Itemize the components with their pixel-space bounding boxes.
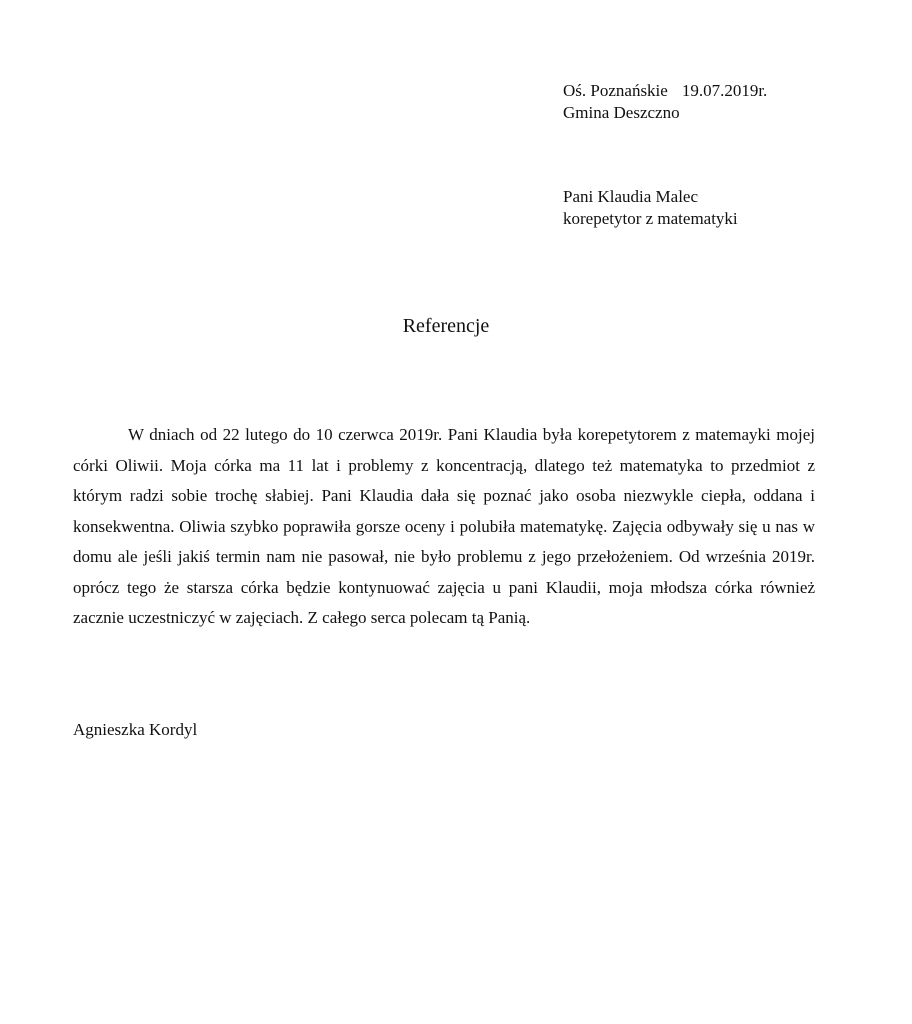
recipient-role: korepetytor z matematyki (563, 209, 738, 228)
place-date-line (563, 80, 767, 102)
sender-place: Oś. Poznańskie (563, 81, 668, 100)
reference-body: W dniach od 22 lutego do 10 czerwca 2019r. Pani Klaudia była korepetytorem z matemayki mojej córki Oliwii. Moja córka ma 11 lat i problemy z koncentracją, dlatego też matematyka to przedmiot z którym radzi sobie trochę słabiej. Pani Klaudia dała się poznać jako osoba niezwykle ciepła, oddana i konsekwentna. Oliwia szybko poprawiła gorsze oceny i polubiła matematykę. Zajęcia odbywały się u nas w domu ale jeśli jakiś termin nam nie pasował, nie było problemu z jego przełożeniem. Od września 2019r. oprócz tego że starsza córka będzie kontynuować zajęcia u pani Klaudii, moja młodsza córka również zacznie uczestniczyć w zajęciach. Z całego serca polecam tą Panią. (73, 425, 815, 627)
recipient-block (563, 186, 738, 230)
letter-date: 19.07.2019r. (681, 81, 768, 100)
sender-header (563, 80, 767, 124)
recipient-name: Pani Klaudia Malec (563, 187, 699, 206)
sender-municipality: Gmina Deszczno (563, 103, 680, 122)
signature-name: Agnieszka Kordyl (73, 720, 198, 739)
document-title: Referencje (402, 315, 490, 337)
